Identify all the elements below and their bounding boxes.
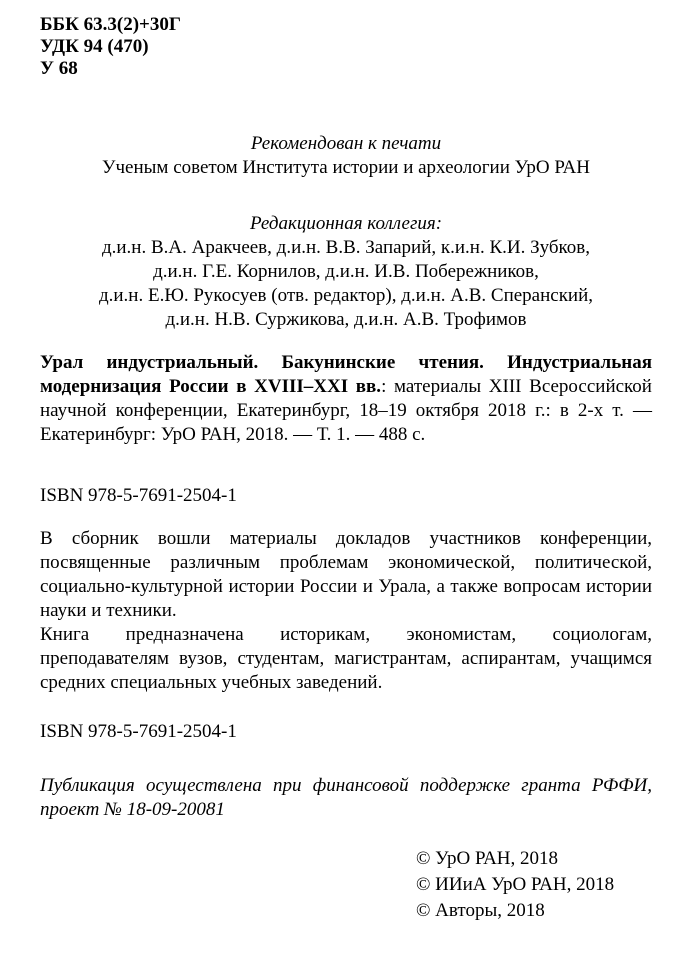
copyright-block xyxy=(416,846,614,924)
editorial-board-line: д.и.н. Е.Ю. Рукосуев (отв. редактор), д.и.н. А.В. Сперанский, xyxy=(98,285,594,306)
bbk-code: ББК 63.3(2)+30Г xyxy=(40,14,181,35)
book-title: Урал индустриальный. Бакунинские чтения. Индустриальная модернизация России в XVIII–XXI вв. xyxy=(40,352,652,397)
abstract-paragraph: Книга предназначена историкам, экономистам, социологам, преподавателям вузов, студентам, магистрантам, аспирантам, учащимся средних специальных учебных заведений. xyxy=(40,624,652,693)
editorial-board xyxy=(40,212,652,332)
editorial-board-label: Редакционная коллегия: xyxy=(249,213,443,234)
editorial-board-line: д.и.н. Г.Е. Корнилов, д.и.н. И.В. Побережников, xyxy=(153,261,539,282)
isbn-bottom: ISBN 978-5-7691-2504-1 xyxy=(40,721,237,742)
isbn-top: ISBN 978-5-7691-2504-1 xyxy=(40,485,237,506)
abstract-paragraph: В сборник вошли материалы докладов участников конференции, посвященные различным проблемам экономической, политической, социально-культурной истории России и Урала, а также вопросам истории науки и техники. xyxy=(40,528,652,621)
copyright-line: © Авторы, 2018 xyxy=(416,900,545,921)
udk-code: УДК 94 (470) xyxy=(40,36,149,57)
editorial-board-line: д.и.н. В.А. Аракчеев, д.и.н. В.В. Запарий, к.и.н. К.И. Зубков, xyxy=(101,237,591,258)
recommendation-label: Рекомендован к печати xyxy=(250,133,442,154)
abstract xyxy=(40,527,652,695)
classification-codes xyxy=(40,14,181,80)
recommendation-block xyxy=(40,132,652,180)
editorial-board-line: д.и.н. Н.В. Суржикова, д.и.н. А.В. Трофимов xyxy=(165,309,527,330)
bibliographic-record xyxy=(40,351,652,447)
copyright-line: © УрО РАН, 2018 xyxy=(416,848,559,869)
recommendation-body: Ученым советом Института истории и археологии УрО РАН xyxy=(102,157,590,178)
grant-note: Публикация осуществлена при финансовой поддержке гранта РФФИ, проект № 18-09-20081 xyxy=(40,775,652,820)
copyright-line: © ИИиА УрО РАН, 2018 xyxy=(416,874,615,895)
bibliographic-details: : материалы XIII Всероссийской научной конференции, Екатеринбург, 18–19 октября 2018 г.: в 2-х т. — Екатеринбург: УрО РАН, 2018. — Т. 1. — 488 с. xyxy=(40,376,652,445)
author-mark: У 68 xyxy=(40,58,78,79)
